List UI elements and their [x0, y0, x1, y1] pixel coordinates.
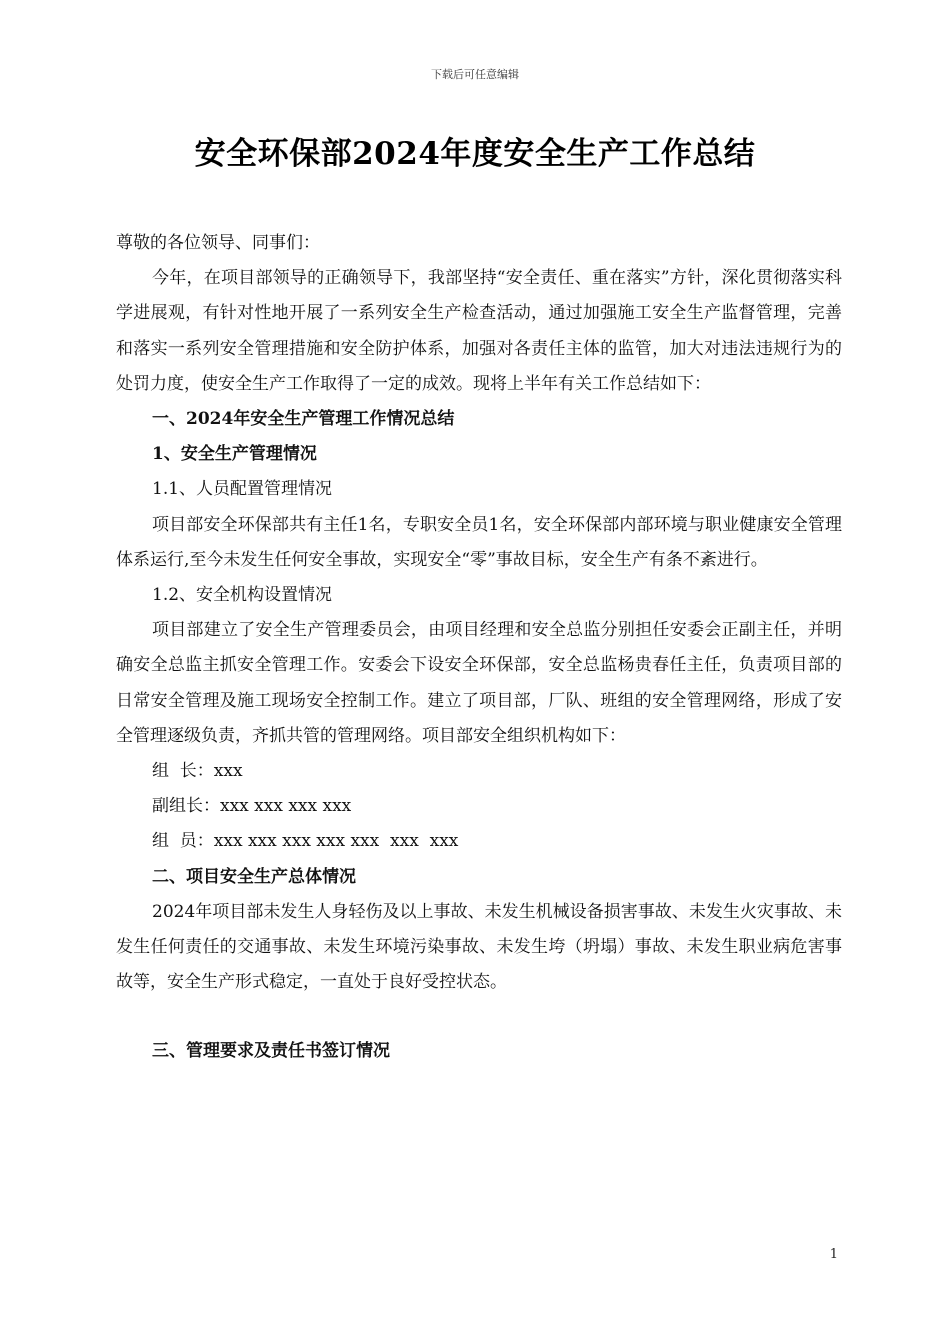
section1-1-1-paragraph: 项目部安全环保部共有主任1名，专职安全员1名，安全环保部内部环境与职业健康安全管理体系运行,至今未发生任何安全事故，实现安全“零”事故目标，安全生产有条不紊进行。: [116, 514, 842, 570]
greeting: 尊敬的各位领导、同事们：: [116, 233, 320, 253]
section2-paragraph: 2024年项目部未发生人身轻伤及以上事故、未发生机械设备损害事故、未发生火灾事故、未发生任何责任的交通事故、未发生环境污染事故、未发生垮（坍塌）事故、未发生职业病危害事故等，安全生产形式稳定，一直处于良好受控状态。: [116, 901, 842, 993]
section1-1-2-paragraph: 项目部建立了安全生产管理委员会，由项目经理和安全总监分别担任安委会正副主任，并明确安全总监主抓安全管理工作。安委会下设安全环保部，安全总监杨贵春任主任，负责项目部的日常安全管理及施工现场安全控制工作。建立了项目部，厂队、班组的安全管理网络，形成了安全管理逐级负责，齐抓共管的管理网络。项目部安全组织机构如下：: [116, 620, 842, 746]
section3-heading: 三、管理要求及责任书签订情况: [152, 1041, 390, 1062]
document-title: 安全环保部2024年度安全生产工作总结: [194, 136, 756, 172]
section-spacer: [116, 1000, 842, 1034]
section1-1-heading: 1、安全生产管理情况: [152, 444, 317, 465]
section1-1-2-heading: 1.2、安全机构设置情况: [152, 585, 333, 606]
section1-1-1-heading: 1.1、人员配置管理情况: [152, 479, 333, 500]
org-leader: 组 长：xxx: [152, 761, 243, 782]
header-note: 下载后可任意编辑: [431, 68, 519, 81]
section1-heading: 一、2024年安全生产管理工作情况总结: [152, 409, 455, 430]
org-deputy: 副组长：xxx xxx xxx xxx: [152, 796, 352, 817]
intro-paragraph: 今年，在项目部领导的正确领导下，我部坚持“安全责任、重在落实”方针，深化贯彻落实科学进展观，有针对性地开展了一系列安全生产检查活动，通过加强施工安全生产监督管理，完善和落实一系列安全管理措施和安全防护体系，加强对各责任主体的监管，加大对违法违规行为的处罚力度，使安全生产工作取得了一定的成效。现将上半年有关工作总结如下：: [116, 268, 842, 394]
org-members: 组 员：xxx xxx xxx xxx xxx xxx xxx: [152, 831, 459, 852]
document-body: [116, 226, 842, 1070]
page-number: 1: [829, 1247, 838, 1262]
section2-heading: 二、项目安全生产总体情况: [152, 866, 356, 887]
